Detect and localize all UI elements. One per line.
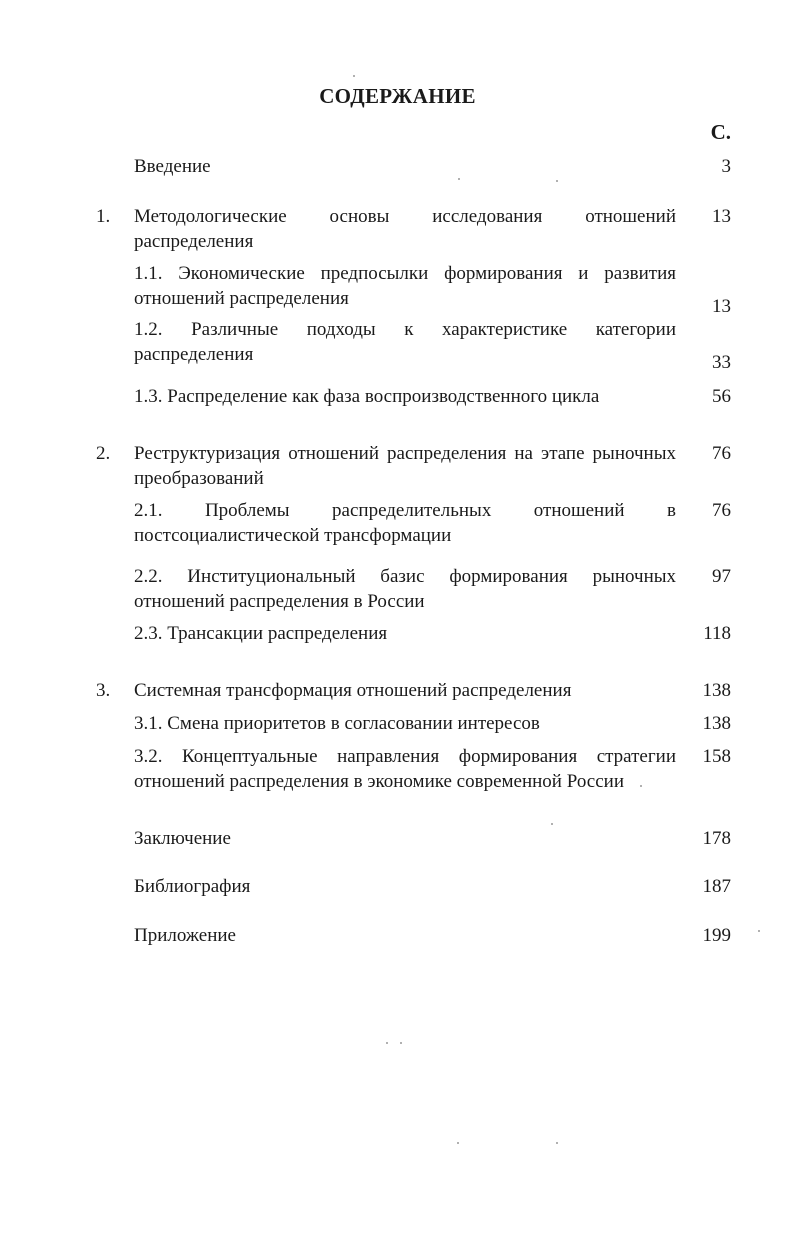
toc-page-conclusion: 178: [702, 828, 731, 849]
toc-entry-chapter-3: Системная трансформация отношений распределения: [134, 680, 572, 701]
toc-page-appendix: 199: [702, 925, 731, 946]
toc-page-section-1-3: 56: [712, 386, 731, 407]
scan-speck: [640, 785, 642, 787]
toc-page-bibliography: 187: [702, 876, 731, 897]
scan-speck: [457, 1142, 459, 1144]
chapter-number-1: 1.: [96, 206, 111, 227]
toc-entry-section-1-2: 1.2. Различные подходы к характеристике категории распределения: [134, 319, 676, 365]
chapter-number-3: 3.: [96, 680, 111, 701]
toc-page-section-3-2: 158: [702, 746, 731, 767]
toc-entry-section-2-1: 2.1. Проблемы распределительных отношений в постсоциалистической трансформации: [134, 500, 676, 546]
scan-speck: [386, 1042, 388, 1044]
toc-page-section-1-1: 13: [712, 296, 731, 317]
scan-speck: [458, 178, 460, 180]
scan-speck: [551, 823, 553, 825]
toc-entry-section-3-2: 3.2. Концептуальные направления формирования стратегии отношений распределения в экономике современной России: [134, 746, 676, 792]
toc-entry-section-2-2: 2.2. Институциональный базис формирования рыночных отношений распределения в России: [134, 566, 676, 612]
toc-entry-appendix: Приложение: [134, 925, 236, 946]
toc-entry-intro: Введение: [134, 156, 211, 177]
scan-speck: [758, 930, 760, 932]
toc-entry-chapter-2: Реструктуризация отношений распределения на этапе рыночных преобразований: [134, 443, 676, 489]
toc-page-section-2-2: 97: [712, 566, 731, 587]
toc-entry-section-1-3: 1.3. Распределение как фаза воспроизводственного цикла: [134, 386, 600, 407]
chapter-number-2: 2.: [96, 443, 111, 464]
toc-page-chapter-2: 76: [712, 443, 731, 464]
toc-page-chapter-3: 138: [702, 680, 731, 701]
toc-entry-section-1-1: 1.1. Экономические предпосылки формирования и развития отношений распределения: [134, 263, 676, 309]
scan-speck: [556, 180, 558, 182]
scan-speck: [400, 1042, 402, 1044]
toc-entry-section-2-3: 2.3. Трансакции распределения: [134, 623, 388, 644]
toc-page-intro: 3: [721, 156, 731, 177]
toc-entry-bibliography: Библиография: [134, 876, 251, 897]
toc-entry-conclusion: Заключение: [134, 828, 231, 849]
toc-page-section-2-3: 118: [703, 623, 731, 644]
toc-page-section-1-2: 33: [712, 352, 731, 373]
toc-entry-section-3-1: 3.1. Смена приоритетов в согласовании интересов: [134, 713, 540, 734]
toc-page-section-3-1: 138: [702, 713, 731, 734]
toc-page-section-2-1: 76: [712, 500, 731, 521]
page-title: СОДЕРЖАНИЕ: [319, 84, 476, 108]
toc-entry-chapter-1: Методологические основы исследования отношений распределения: [134, 206, 676, 252]
toc-page-chapter-1: 13: [712, 206, 731, 227]
scan-speck: [556, 1142, 558, 1144]
page-column-header: С.: [710, 120, 731, 144]
scan-speck: [353, 75, 355, 77]
